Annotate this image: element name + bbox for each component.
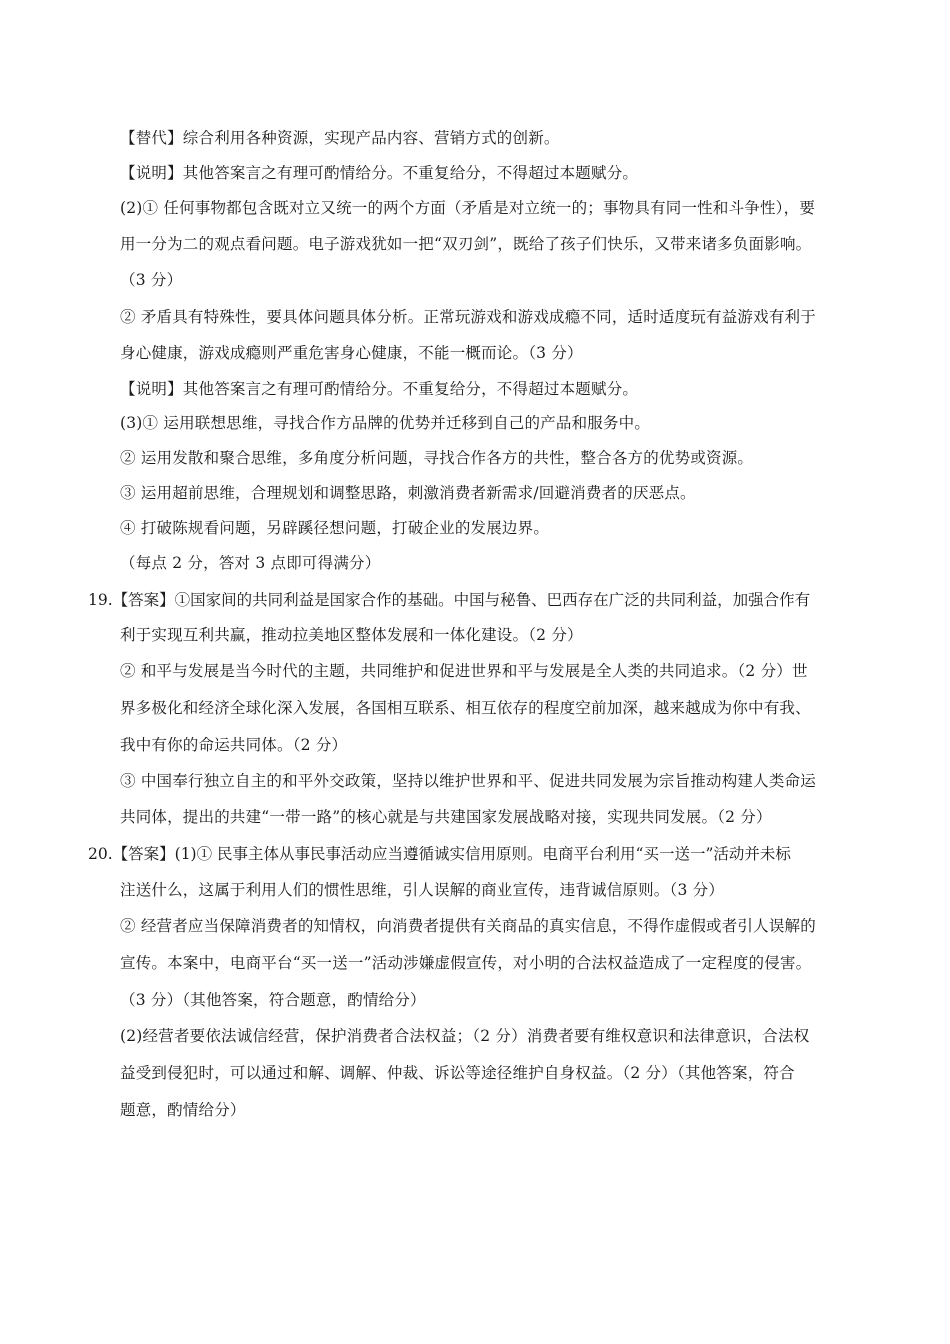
text-line: (2)经营者要依法诚信经营，保护消费者合法权益；（2 分）消费者要有维权意识和法律意识，合法权 [120,1027,810,1045]
text-line: 宣传。本案中，电商平台“买一送一”活动涉嫌虚假宣传，对小明的合法权益造成了一定程度的侵害。 [120,954,812,972]
text-line: ④ 打破陈规看问题，另辟蹊径想问题，打破企业的发展边界。 [120,519,550,537]
question-20-line: 20.【答案】(1)① 民事主体从事民事活动应当遵循诚实信用原则。电商平台利用“买一送一”活动并未标 [88,845,791,863]
text-line: (2)① 任何事物都包含既对立又统一的两个方面（矛盾是对立统一的；事物具有同一性和斗争性），要 [120,199,816,217]
text-line: 【说明】其他答案言之有理可酌情给分。不重复给分，不得超过本题赋分。 [120,164,639,182]
text-line: 益受到侵犯时，可以通过和解、调解、仲裁、诉讼等途径维护自身权益。（2 分）（其他答案，符合 [120,1064,795,1082]
text-line: （每点 2 分，答对 3 点即可得满分） [120,554,381,572]
text-line: ② 经营者应当保障消费者的知情权，向消费者提供有关商品的真实信息，不得作虚假或者引人误解的 [120,917,816,935]
text-line: 我中有你的命运共同体。（2 分） [120,736,348,754]
text-line: （3 分）（其他答案，符合题意，酌情给分） [120,991,426,1009]
text-line: 利于实现互利共赢，推动拉美地区整体发展和一体化建设。（2 分） [120,626,583,644]
text-line: 用一分为二的观点看问题。电子游戏犹如一把“双刃剑”，既给了孩子们快乐，又带来诸多负面影响。 [120,235,812,253]
text-line: 共同体，提出的共建“一带一路”的核心就是与共建国家发展战略对接，实现共同发展。（2 分） [120,808,772,826]
text-line: ② 和平与发展是当今时代的主题，共同维护和促进世界和平与发展是全人类的共同追求。（2 分）世 [120,662,808,680]
text-line: 题意，酌情给分） [120,1101,246,1119]
text-line: 身心健康，游戏成瘾则严重危害身心健康，不能一概而论。（3 分） [120,344,583,362]
text-line: （3 分） [120,271,183,289]
question-19-line: 19.【答案】①国家间的共同利益是国家合作的基础。中国与秘鲁、巴西存在广泛的共同利益，加强合作有 [88,591,811,609]
text-line: 界多极化和经济全球化深入发展，各国相互联系、相互依存的程度空前加深，越来越成为你中有我、 [120,699,811,717]
text-line: 【说明】其他答案言之有理可酌情给分。不重复给分，不得超过本题赋分。 [120,380,639,398]
text-line: ③ 运用超前思维，合理规划和调整思路，刺激消费者新需求/回避消费者的厌恶点。 [120,484,696,502]
text-line: 【替代】综合利用各种资源，实现产品内容、营销方式的创新。 [120,129,560,147]
text-line: ② 矛盾具有特殊性，要具体问题具体分析。正常玩游戏和游戏成瘾不同，适时适度玩有益游戏有利于 [120,308,816,326]
text-line: (3)① 运用联想思维，寻找合作方品牌的优势并迁移到自己的产品和服务中。 [120,414,651,432]
text-line: ③ 中国奉行独立自主的和平外交政策，坚持以维护世界和平、促进共同发展为宗旨推动构建人类命运 [120,772,816,790]
text-line: 注送什么，这属于利用人们的惯性思维，引人误解的商业宣传，违背诚信原则。（3 分） [120,881,725,899]
text-line: ② 运用发散和聚合思维，多角度分析问题，寻找合作各方的共性，整合各方的优势或资源。 [120,449,754,467]
